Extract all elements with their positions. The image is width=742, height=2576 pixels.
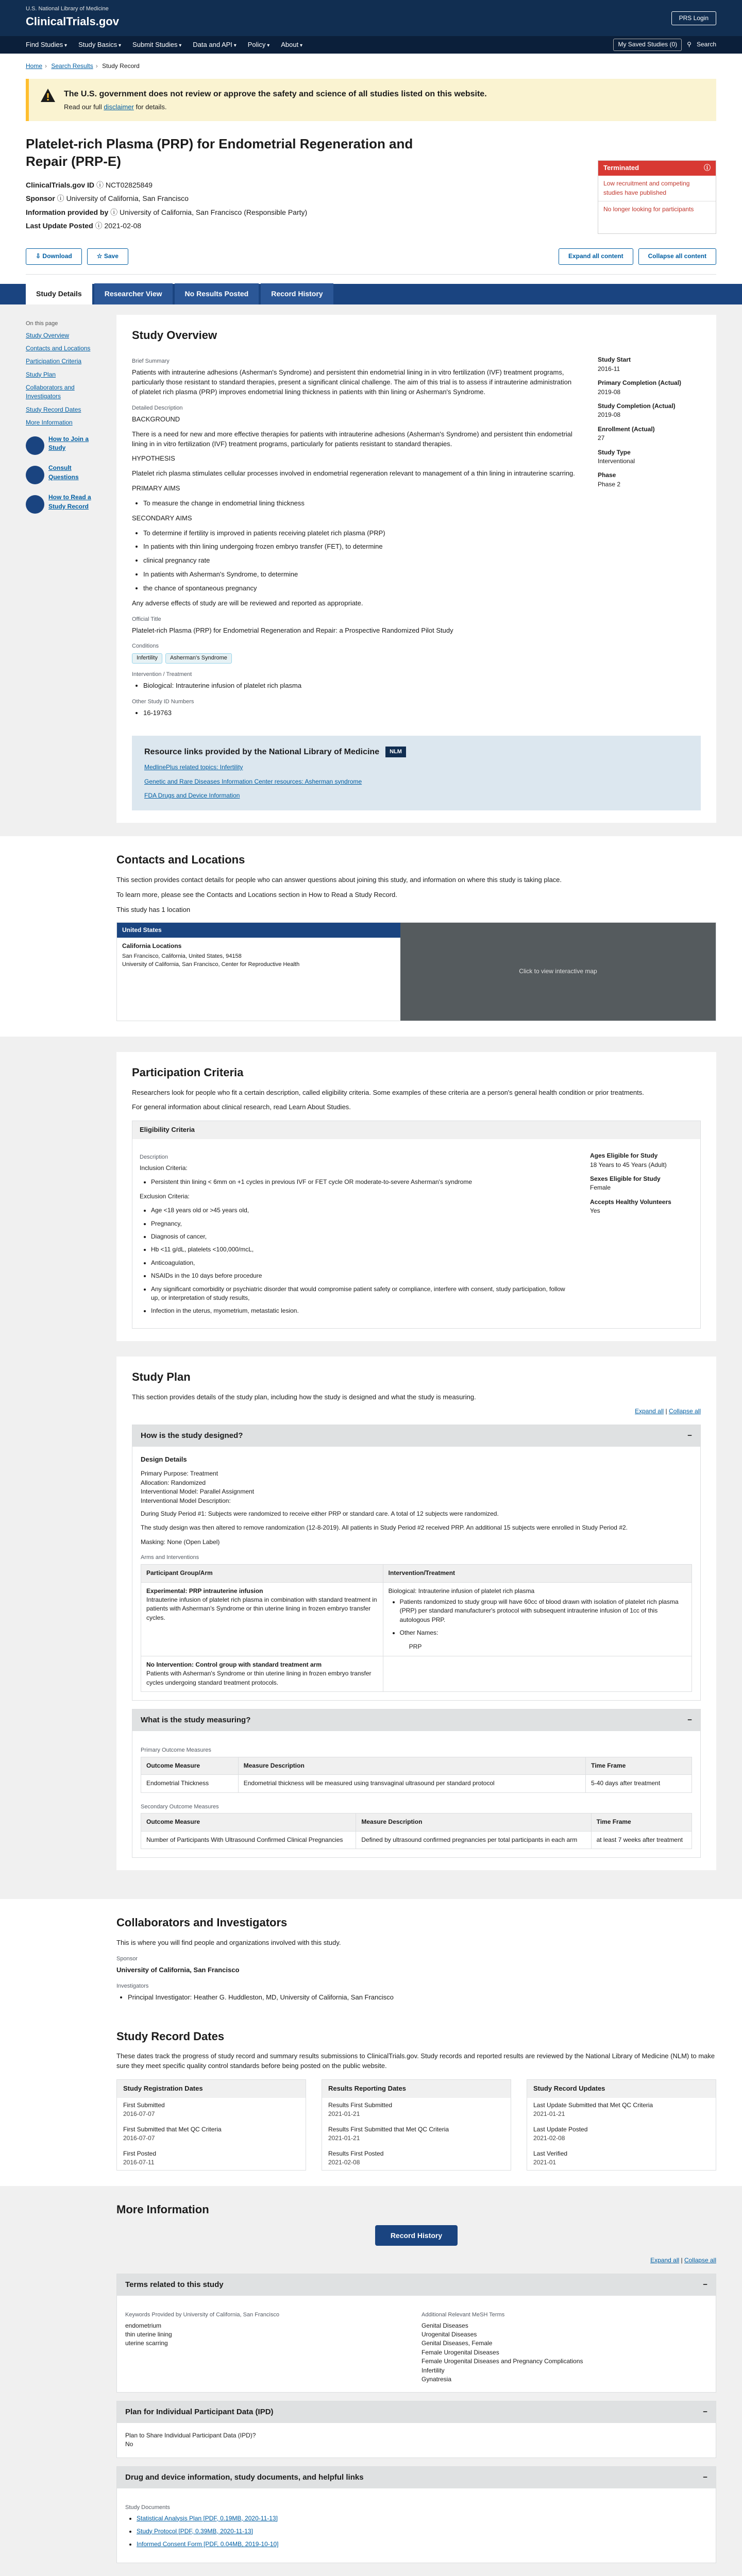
sidebar-item-overview[interactable]: Study Overview	[26, 331, 70, 339]
date-value: 2021-02-08	[533, 2134, 565, 2142]
fact-value: Phase 2	[598, 480, 621, 488]
location-state: California Locations	[122, 942, 182, 950]
download-button[interactable]	[26, 248, 82, 264]
mesh-term: Genital Diseases	[421, 2321, 468, 2329]
contacts-section	[0, 836, 742, 1036]
document-icon	[26, 495, 44, 514]
fact-value: 27	[598, 434, 605, 442]
collapse-all-link[interactable]: Collapse all	[668, 1408, 701, 1415]
date-value: 2021-01-21	[328, 2110, 360, 2118]
model-text-2: The study design was then altered to remove randomization (12-8-2019). All patients in Study Period #2 received PRP. An additional 15 subjects were enrolled in Study Period #2.	[141, 1524, 628, 1532]
helper-read-link[interactable]: How to Read a Study Record	[48, 494, 91, 510]
more-info-section: More Information Record History Expand all | Collapse all Terms related to this study − Keywords Provided by University of California, San Francisco endometrium thin uterine lining uterine scarring Additional Relevant MeSH Terms Genital Diseases Urogenital Diseases Genital Diseases, Female Female Urogenital Diseases Female Urogenital Diseases and Pregnancy Complications Infertility Gynatresia Plan for Individual Participant Data (IPD) − Plan to Share Individual Participant Data (IPD)? No Drug and device information, study documents, and helpful links − Study Documents • Statistical Analysis Plan [PDF, 0.19MB, 2020-11-13] • Study Protocol [PDF, 0.39MB, 2020-11-13] • Informed Consent Form [PDF, 0.04MB, 2019-10-10]	[0, 2186, 742, 2576]
secondary-aim: • the chance of spontaneous pregnancy	[143, 584, 577, 594]
location-site: San Francisco, California, United States, 94158	[122, 953, 242, 960]
date-value: 2021-01	[533, 2158, 556, 2166]
sidebar-item-collaborators[interactable]: Collaborators and Investigators	[26, 384, 75, 400]
study-title: Platelet-rich Plasma (PRP) for Endometrial Regeneration and Repair (PRP-E)	[26, 136, 413, 170]
breadcrumb-current: Study Record	[102, 62, 140, 70]
nav-about[interactable]: About ▾	[281, 40, 302, 50]
medlineplus-link[interactable]: MedlinePlus related topics: Infertility	[144, 764, 243, 771]
eligibility-title: Eligibility Criteria	[132, 1121, 700, 1139]
table-row	[141, 1831, 692, 1849]
main-nav	[0, 36, 742, 54]
collapse-all-link[interactable]: Collapse all	[684, 2257, 716, 2264]
design-details-label: Design Details	[141, 1455, 187, 1463]
fact-label: Accepts Healthy Volunteers	[590, 1198, 671, 1206]
background-heading: BACKGROUND	[132, 415, 180, 423]
tab-record-history[interactable]: Record History	[261, 283, 333, 304]
date-label: Last Verified	[533, 2149, 568, 2157]
ipd-accordion-header[interactable]	[117, 2401, 716, 2423]
study-overview-section	[116, 315, 716, 823]
investigators-label: Investigators	[116, 1982, 149, 1989]
fact-label: Primary Completion (Actual)	[598, 379, 682, 387]
question-icon	[26, 466, 44, 484]
id-label: ClinicalTrials.gov ID	[26, 181, 95, 190]
nav-policy[interactable]: Policy ▾	[248, 40, 270, 50]
official-title-label: Official Title	[132, 616, 161, 622]
masking: Masking: None (Open Label)	[141, 1538, 220, 1546]
drug-title: Drug and device information, study documents, and helpful links	[125, 2472, 364, 2482]
section-title: Study Overview	[132, 328, 217, 342]
exclusion-item: • Age <18 years old or >45 years old,	[151, 1206, 569, 1215]
info-icon[interactable]: ⓘ	[110, 208, 118, 216]
exclusion-item: • Diagnosis of cancer,	[151, 1232, 569, 1241]
fact-label: Study Type	[598, 448, 631, 456]
section-title: More Information	[116, 2203, 209, 2216]
exclusion-item: • Anticoagulation,	[151, 1259, 569, 1267]
inclusion-label: Inclusion Criteria:	[140, 1164, 188, 1172]
fact-label: Study Completion (Actual)	[598, 402, 676, 410]
record-history-button[interactable]: Record History	[375, 2225, 458, 2246]
download-icon: ⇩	[36, 252, 41, 260]
document-link[interactable]: Informed Consent Form [PDF, 0.04MB, 2019-10-10]	[137, 2540, 279, 2548]
hypothesis-heading: HYPOTHESIS	[132, 454, 175, 463]
sidebar-item-criteria[interactable]: Participation Criteria	[26, 358, 82, 365]
location-org: University of California, San Francisco, Center for Reproductive Health	[122, 961, 300, 968]
record-update-dates	[527, 2079, 716, 2171]
dates-section	[0, 2023, 742, 2187]
status-reason: Low recruitment and competing studies have published	[603, 180, 690, 196]
tab-researcher-view[interactable]: Researcher View	[94, 283, 173, 304]
info-icon[interactable]: ⓘ	[57, 194, 64, 203]
table-header: Intervention/Treatment	[383, 1565, 692, 1582]
table-header: Outcome Measure	[141, 1814, 356, 1831]
drug-accordion-header[interactable]	[117, 2467, 716, 2488]
design-accordion-header[interactable]	[132, 1425, 700, 1447]
fact-value: 2019-08	[598, 411, 621, 419]
mesh-term: Infertility	[421, 2366, 445, 2374]
measure-accordion-header[interactable]	[132, 1709, 700, 1731]
terms-accordion	[116, 2274, 716, 2393]
adverse-text: Any adverse effects of study are will be reviewed and reported as appropriate.	[132, 599, 363, 607]
prs-login-button[interactable]: PRS Login	[671, 11, 716, 25]
brief-summary: Patients with intrauterine adhesions (Asherman's Syndrome) and persistent thin endometrial lining in in vitro fertilization (IVF) treatment programs, particularly those resistant to standard therapies, present a significant clinical challenge. The aim of this trial is to assess if intrauterine administration of platelet rich plasma (PRP) improves endometrial lining thickness in patients with thin lining or Asherman's Syndrome.	[132, 368, 572, 396]
fact-value: Female	[590, 1184, 611, 1192]
other-ids-label: Other Study ID Numbers	[132, 699, 194, 705]
table-header: Time Frame	[591, 1814, 692, 1831]
info-icon[interactable]: ⓘ	[95, 221, 103, 230]
terms-accordion-header[interactable]	[117, 2274, 716, 2296]
detailed-label: Detailed Description	[132, 404, 183, 411]
secondary-aim: • To determine if fertility is improved in patients receiving platelet rich plasma (PRP)	[143, 529, 577, 538]
helper-join[interactable]	[26, 435, 103, 457]
exclusion-item: • Infection in the uterus, myometrium, metastatic lesion.	[151, 1307, 569, 1315]
minus-icon: −	[703, 2472, 707, 2482]
download-label: Download	[42, 252, 72, 260]
mesh-term: Urogenital Diseases	[421, 2330, 477, 2338]
hypothesis-text: Platelet rich plasma stimulates cellular processes involved in endometrial regeneration relevant to management of a thin lining in intrauterine scarring.	[132, 469, 575, 478]
primary-aim: • To measure the change in endometrial lining thickness	[143, 499, 577, 509]
save-button[interactable]	[87, 248, 128, 264]
fact-value: 18 Years to 45 Years (Adult)	[590, 1161, 667, 1168]
allocation: Allocation: Randomized	[141, 1479, 206, 1486]
fact-value: 2016-11	[598, 365, 620, 372]
documents-label: Study Documents	[125, 2504, 170, 2511]
sponsor-name: University of California, San Francisco	[66, 194, 189, 203]
brief-label: Brief Summary	[132, 358, 170, 365]
last-update: 2021-02-08	[104, 221, 142, 230]
mesh-term: Genital Diseases, Female	[421, 2340, 493, 2347]
fact-value: Interventional	[598, 457, 635, 465]
dates-col-title: Study Record Updates	[527, 2080, 716, 2098]
keyword: endometrium	[125, 2321, 162, 2329]
arm-intervention-desc: • Patients randomized to study group will have 60cc of blood drawn with isolation of platelet rich plasma (PRP) per standard manufacturer's protocol with subsequent intrauterine infusion of 1cc of this autologous PRP.	[400, 1598, 686, 1624]
other-name: PRP	[409, 1643, 422, 1651]
arm-desc: Patients with Asherman's Syndrome or thin uterine lining in frozen embryo transfer cycles undergoing standard treatment protocols.	[146, 1670, 372, 1686]
table-row	[141, 1656, 692, 1691]
expand-all-button[interactable]: Expand all content	[559, 248, 633, 264]
site-title: ClinicalTrials.gov	[26, 14, 119, 28]
breadcrumb-search[interactable]: Search Results	[51, 62, 93, 70]
arm-intervention: Biological: Intrauterine infusion of platelet rich plasma	[388, 1587, 535, 1595]
section-title: Study Plan	[132, 1370, 191, 1383]
study-plan-section: Study Plan This section provides details of the study plan, including how the study is designed and what the study is measuring. Expand all | Collapse all How is the study designed? − Design Details Primary Purpose: Treatment Allocation: Randomized Interventional Model: Parallel Assignment Interventional Model Description: During Study Period #1: Subjects were randomized to receive either PRP or standard care. A total of 12 subjects were randomized. The study design was then altered to remove randomization (12-8-2019). All patients in Study Period #2 received PRP. An additional 15 subjects were enrolled in Study Period #2. Masking: None (Open Label) Arms and Interventions Participant Group/Arm Intervention/Treatment Experimental: PRP intrauterine infusion Intrauterine infusion of platelet rich plasma in combination with standard treatment in patients with Asherman's Syndrome or thin uterine lining in frozen embryo transfer cycles. Biological: Intrauterine infusion of platelet rich plasma • Patients randomized to study group will have 60cc of blood drawn with isolation of platelet rich plasma (PRP) per standard manufacturer's protocol with subsequent intrauterine infusion of 1cc of this autologous PRP. • Other Names: PRP No Intervention: Control group with standard treatment arm Patients with Asherman's Syndrome or thin uterine lining in frozen embryo transfer cycles undergoing standard treatment protocols. What is the study measuring? − Primary Outcome Measures Outcome Measure Measure Description Time Frame Endometrial Thickness Endometrial thickness will be measured using transvaginal ultrasound per standard protocol 5-40 days after treatment Secondary Outcome Measures Outcome Measure Measure Description Time Frame Number of Participants With Ultrasound Confirmed Clinical Pregnancies Defined by ultrasound confirmed pregnancies per total participants in each arm at least 7 weeks after treatment	[0, 1357, 742, 1899]
table-header: Time Frame	[586, 1757, 692, 1774]
alert-title: The U.S. government does not review or approve the safety and science of all studies listed on this website.	[64, 90, 487, 99]
info-icon[interactable]: ⓘ	[96, 181, 104, 190]
keyword: thin uterine lining	[125, 2330, 172, 2338]
helper-questions-link[interactable]: Consult Questions	[48, 464, 79, 481]
criteria-intro: Researchers look for people who fit a certain description, called eligibility criteria. Some examples of these criteria are a person's general health condition or prior treatments.	[132, 1088, 644, 1096]
plan-intro: This section provides details of the study plan, including how the study is designed and what the study is measuring.	[132, 1393, 476, 1401]
contacts-help: To learn more, please see the Contacts and Locations section in How to Read a Study Record.	[116, 891, 397, 899]
table-header: Outcome Measure	[141, 1757, 239, 1774]
design-title: How is the study designed?	[141, 1431, 243, 1440]
nav-find-studies[interactable]: Find Studies ▾	[26, 40, 67, 50]
fact-label: Phase	[598, 471, 616, 479]
date-label: Results First Posted	[328, 2149, 384, 2157]
intervention-item: • Biological: Intrauterine infusion of platelet rich plasma	[143, 681, 577, 691]
status-badge	[598, 160, 716, 234]
table-cell: 5-40 days after treatment	[586, 1775, 692, 1792]
ipd-value: No	[125, 2441, 133, 2448]
condition-tag[interactable]: Infertility	[132, 653, 162, 664]
ipd-accordion	[116, 2401, 716, 2458]
table-cell: Endometrial Thickness	[141, 1775, 239, 1792]
fact-value: Yes	[590, 1207, 600, 1215]
nav-submit-studies[interactable]: Submit Studies ▾	[132, 40, 181, 50]
secondary-outcome-table	[141, 1813, 692, 1849]
sidebar-item-contacts[interactable]: Contacts and Locations	[26, 344, 91, 352]
primary-outcome-table	[141, 1757, 692, 1793]
date-value: 2016-07-07	[123, 2134, 155, 2142]
nav-study-basics[interactable]: Study Basics ▾	[78, 40, 121, 50]
disclaimer-alert	[26, 79, 716, 121]
table-row	[141, 1582, 692, 1656]
contacts-intro: This section provides contact details for people who can answer questions about joining this study, and information on where this study is taking place.	[116, 876, 562, 884]
helper-join-link[interactable]: How to Join a Study	[48, 435, 89, 452]
model-text: During Study Period #1: Subjects were randomized to receive either PRP or standard care. A total of 12 subjects were randomized.	[141, 1510, 499, 1518]
minus-icon: −	[687, 1431, 692, 1440]
table-cell: Defined by ultrasound confirmed pregnancies per total participants in each arm	[356, 1831, 591, 1849]
expand-all-link[interactable]: Expand all	[635, 1408, 664, 1415]
exclusion-label: Exclusion Criteria:	[140, 1192, 190, 1200]
location-count: This study has 1 location	[116, 905, 191, 913]
date-label: Last Update Posted	[533, 2125, 588, 2133]
minus-icon: −	[687, 1716, 692, 1725]
investigator: • Principal Investigator: Heather G. Huddleston, MD, University of California, San Francisco	[128, 1993, 716, 2003]
interventional-model: Interventional Model: Parallel Assignment	[141, 1488, 255, 1496]
mesh-term: Female Urogenital Diseases and Pregnancy Complications	[421, 2358, 583, 2365]
nav-data-api[interactable]: Data and API ▾	[193, 40, 236, 50]
date-label: Last Update Submitted that Met QC Criteria	[533, 2101, 653, 2109]
site-brand[interactable]	[26, 5, 119, 30]
arm-name: No Intervention: Control group with standard treatment arm	[146, 1660, 322, 1668]
site-header	[0, 0, 742, 36]
dates-intro: These dates track the progress of study record and summary results submissions to ClinicalTrials.gov. Study records and reported results are reviewed by the National Library of Medicine (NLM) to make sure they meet specific quality control standards before being posted on the public website.	[116, 2052, 715, 2070]
map-label: Click to view interactive map	[519, 968, 597, 975]
study-id: NCT02825849	[105, 181, 153, 190]
overview-facts	[598, 350, 701, 723]
saved-studies-link[interactable]: My Saved Studies (0)	[613, 39, 682, 50]
collapse-all-button[interactable]: Collapse all content	[638, 248, 716, 264]
expand-all-link[interactable]: Expand all	[650, 2257, 680, 2264]
registration-dates	[116, 2079, 306, 2171]
exclusion-item: • NSAIDs in the 10 days before procedure	[151, 1272, 569, 1280]
dates-col-title: Results Reporting Dates	[322, 2080, 511, 2098]
arms-table	[141, 1564, 692, 1692]
criteria-help: For general information about clinical research, read Learn About Studies.	[132, 1103, 351, 1111]
secondary-aim: • In patients with thin lining undergoing frozen embryo transfer (FET), to determine	[143, 542, 577, 552]
study-meta	[26, 180, 448, 231]
table-header: Measure Description	[356, 1814, 591, 1831]
date-label: First Submitted	[123, 2101, 165, 2109]
primary-outcome-label: Primary Outcome Measures	[141, 1747, 211, 1753]
exclusion-item: • Pregnancy,	[151, 1219, 569, 1228]
study-tabs	[0, 284, 742, 304]
helper-read[interactable]	[26, 493, 103, 515]
condition-tag[interactable]: Asherman's Syndrome	[165, 653, 232, 664]
info-label: Information provided by	[26, 208, 109, 216]
date-value: 2016-07-11	[123, 2158, 155, 2166]
secondary-aim: • In patients with Asherman's Syndrome, to determine	[143, 570, 577, 580]
ipd-label: Plan to Share Individual Participant Data (IPD)?	[125, 2432, 256, 2439]
background-text: There is a need for new and more effective therapies for patients with intrauterine adhesions (Asherman's Syndrome) and persistent thin endometrial lining in in vitro fertilization (IVF) treatment programs, particularly for patients resistant to standard therapies.	[132, 430, 572, 448]
collab-intro: This is where you will find people and organizations involved with this study.	[116, 1939, 341, 1947]
table-header: Participant Group/Arm	[141, 1565, 383, 1582]
date-label: First Posted	[123, 2149, 157, 2157]
sidebar-label: On this page	[26, 320, 58, 327]
keyword: uterine scarring	[125, 2340, 168, 2347]
ipd-title: Plan for Individual Participant Data (IPD)	[125, 2408, 274, 2417]
arm-name: Experimental: PRP intrauterine infusion	[146, 1587, 263, 1595]
model-desc-label: Interventional Model Description:	[141, 1497, 231, 1504]
table-cell: Number of Participants With Ultrasound Confirmed Clinical Pregnancies	[141, 1831, 356, 1849]
minus-icon: −	[703, 2408, 707, 2417]
fact-label: Study Start	[598, 356, 631, 364]
exclusion-item: • Any significant comorbidity or psychiatric disorder that would compromise patient safety or compliance, interfere with consent, study participation, follow up, or interpretation of study results,	[151, 1285, 569, 1303]
last-update-label: Last Update Posted	[26, 221, 93, 230]
location-map[interactable]	[400, 923, 716, 1021]
inclusion-item: • Persistent thin lining < 6mm on +1 cycles in previous IVF or FET cycle OR moderate-to-severe Asherman's syndrome	[151, 1178, 569, 1187]
table-row	[141, 1775, 692, 1792]
breadcrumb-home[interactable]: Home	[26, 62, 43, 70]
intervention-label: Intervention / Treatment	[132, 671, 192, 678]
sponsor-label: Sponsor	[116, 1955, 138, 1962]
sidebar-item-plan[interactable]: Study Plan	[26, 370, 56, 378]
keywords-label: Keywords Provided by University of California, San Francisco	[125, 2311, 279, 2318]
date-value: 2021-02-08	[328, 2158, 360, 2166]
collaborators-section	[0, 1899, 742, 2023]
page-sidebar	[26, 315, 103, 837]
other-id: • 16-19763	[143, 708, 577, 718]
primary-purpose: Primary Purpose: Treatment	[141, 1470, 218, 1478]
org-name: U.S. National Library of Medicine	[26, 6, 109, 12]
results-dates	[322, 2079, 511, 2171]
breadcrumb: Home › Search Results › Study Record	[26, 62, 140, 70]
arms-title: Arms and Interventions	[141, 1554, 199, 1561]
resources-title: Resource links provided by the National Library of Medicine	[144, 747, 380, 756]
sponsor-label: Sponsor	[26, 194, 55, 203]
date-label: First Submitted that Met QC Criteria	[123, 2125, 222, 2133]
warning-icon	[40, 88, 56, 103]
status-label: Terminated	[603, 164, 639, 172]
bookmark-icon: ☆	[96, 252, 103, 260]
status-recruiting: No longer looking for participants	[598, 201, 716, 217]
disclaimer-link[interactable]: disclaimer	[104, 103, 134, 111]
minus-icon: −	[703, 2280, 707, 2289]
gard-link[interactable]: Genetic and Rare Diseases Information Center resources: Asherman syndrome	[144, 777, 362, 785]
official-title: Platelet-rich Plasma (PRP) for Endometrial Regeneration and Repair: a Prospective Randomized Pilot Study	[132, 626, 453, 634]
sponsor-name: University of California, San Francisco	[116, 1965, 240, 1974]
mesh-term: Female Urogenital Diseases	[421, 2348, 499, 2356]
document-link[interactable]: Study Protocol [PDF, 0.39MB, 2020-11-13]	[137, 2527, 253, 2535]
sidebar-item-more-info[interactable]: More Information	[26, 419, 73, 427]
document-link[interactable]: Statistical Analysis Plan [PDF, 0.19MB, 2020-11-13]	[137, 2514, 278, 2522]
fact-label: Ages Eligible for Study	[590, 1152, 658, 1160]
save-label: Save	[104, 252, 119, 260]
other-names-label: • Other Names:	[400, 1629, 686, 1637]
table-cell: at least 7 weeks after treatment	[591, 1831, 692, 1849]
nlm-logo: NLM	[385, 747, 406, 758]
date-value: 2021-01-21	[533, 2110, 565, 2118]
criteria-section	[0, 1037, 742, 1357]
date-label: Results First Submitted	[328, 2101, 393, 2109]
drug-accordion	[116, 2466, 716, 2563]
measure-title: What is the study measuring?	[141, 1716, 251, 1725]
sidebar-item-dates[interactable]: Study Record Dates	[26, 405, 81, 413]
section-title: Study Record Dates	[116, 2029, 225, 2043]
mesh-label: Additional Relevant MeSH Terms	[421, 2311, 505, 2318]
secondary-aims-heading: SECONDARY AIMS	[132, 514, 192, 522]
description-label: Description	[140, 1154, 168, 1161]
section-title: Participation Criteria	[132, 1065, 244, 1079]
date-label: Results First Submitted that Met QC Criteria	[328, 2125, 449, 2133]
secondary-aim: • clinical pregnancy rate	[143, 556, 577, 566]
search-icon[interactable]: ⚲	[687, 41, 692, 48]
mesh-term: Gynatresia	[421, 2375, 452, 2383]
section-title: Collaborators and Investigators	[116, 1916, 288, 1929]
section-title: Contacts and Locations	[116, 853, 245, 867]
table-cell: Endometrial thickness will be measured using transvaginal ultrasound per standard protocol	[238, 1775, 585, 1792]
fda-link[interactable]: FDA Drugs and Device Information	[144, 791, 240, 799]
fact-label: Sexes Eligible for Study	[590, 1175, 661, 1182]
exclusion-item: • Hb <11 g/dL, platelets <100,000/mcL,	[151, 1245, 569, 1254]
people-icon	[26, 436, 44, 455]
fact-value: 2019-08	[598, 388, 621, 396]
tab-results[interactable]: No Results Posted	[175, 283, 259, 304]
fact-label: Enrollment (Actual)	[598, 425, 655, 433]
nlm-resources-box	[132, 736, 701, 810]
info-icon[interactable]: ⓘ	[703, 164, 711, 172]
info-provider: University of California, San Francisco (Responsible Party)	[120, 208, 308, 216]
secondary-outcome-label: Secondary Outcome Measures	[141, 1803, 219, 1810]
date-value: 2016-07-07	[123, 2110, 155, 2118]
dates-col-title: Study Registration Dates	[117, 2080, 306, 2098]
alert-text-end: for details.	[133, 103, 167, 111]
table-header: Measure Description	[238, 1757, 585, 1774]
terms-title: Terms related to this study	[125, 2280, 224, 2289]
design-accordion	[132, 1425, 701, 1701]
conditions-label: Conditions	[132, 643, 159, 650]
alert-text: Read our full	[64, 103, 104, 111]
search-link[interactable]: Search	[696, 41, 716, 48]
primary-aims-heading: PRIMARY AIMS	[132, 484, 180, 493]
tab-study-details[interactable]: Study Details	[26, 283, 92, 304]
helper-questions[interactable]	[26, 464, 103, 486]
date-value: 2021-01-21	[328, 2134, 360, 2142]
arm-desc: Intrauterine infusion of platelet rich plasma in combination with standard treatment in patients with Asherman's Syndrome or thin uterine lining in frozen embryo transfer cycles.	[146, 1596, 377, 1621]
measure-accordion	[132, 1709, 701, 1858]
location-country: United States	[117, 923, 400, 938]
